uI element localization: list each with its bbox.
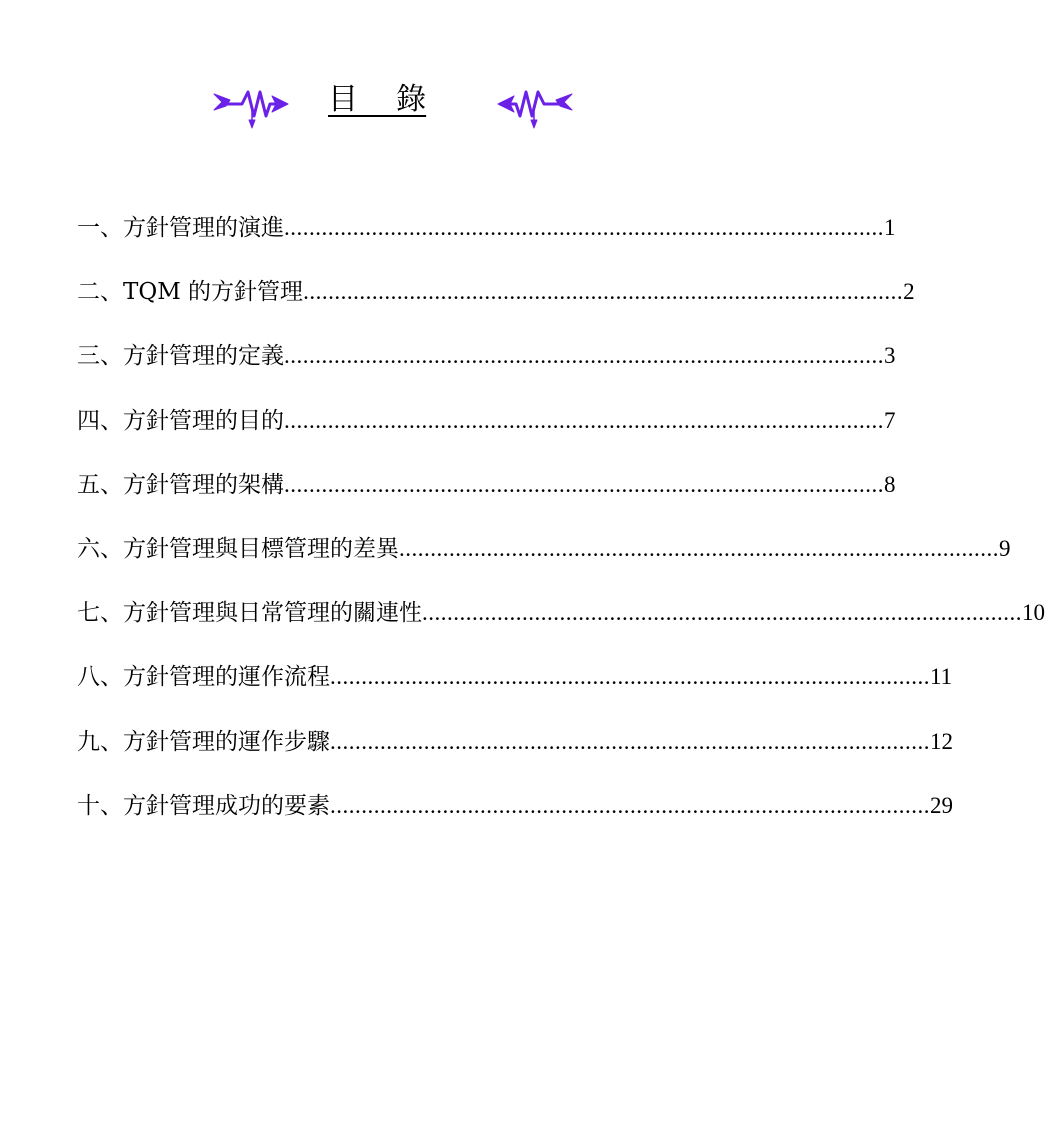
toc-entry[interactable] xyxy=(77,722,953,786)
toc-entry-page: 7 xyxy=(884,407,896,433)
toc-entry[interactable] xyxy=(77,529,1011,593)
toc-entry-title: 二、TQM 的方針管理 xyxy=(77,279,304,306)
toc-entry-title: 六、方針管理與目標管理的差異 xyxy=(77,535,399,562)
toc-entry-page: 1 xyxy=(884,215,896,240)
toc-entry[interactable] xyxy=(77,401,896,465)
toc-entry-title: 四、方針管理的目的 xyxy=(77,407,284,434)
toc-entry-page: 2 xyxy=(903,279,915,305)
dot-leader: ................................................................................................ xyxy=(399,535,999,561)
toc-entry[interactable] xyxy=(77,465,896,529)
toc-entry-title: 五、方針管理的架構 xyxy=(77,471,284,498)
toc-entry-title: 十、方針管理成功的要素 xyxy=(77,792,330,819)
toc-entry-title: 八、方針管理的運作流程 xyxy=(77,664,330,691)
toc-entry[interactable] xyxy=(77,786,953,850)
toc-entry[interactable] xyxy=(77,593,1045,657)
toc-header xyxy=(0,78,793,134)
dot-leader: ................................................................................................ xyxy=(284,215,884,240)
wave-arrow-ornament-right-icon xyxy=(498,84,574,128)
toc-entry[interactable] xyxy=(77,336,896,400)
wave-arrow-ornament-left-icon xyxy=(212,84,288,128)
dot-leader: ................................................................................................ xyxy=(330,728,930,754)
toc-entry[interactable] xyxy=(77,657,953,721)
dot-leader: ................................................................................................ xyxy=(330,664,930,690)
toc-entry[interactable] xyxy=(77,272,915,336)
dot-leader: ................................................................................................ xyxy=(303,279,904,305)
toc-entry-page: 8 xyxy=(884,471,896,497)
toc-entry-title: 三、方針管理的定義 xyxy=(77,343,284,370)
dot-leader: ................................................................................................ xyxy=(284,471,884,497)
toc-entry-page: 10 xyxy=(1022,600,1045,626)
toc-entry-page: 29 xyxy=(930,792,953,818)
toc-entry-title: 七、方針管理與日常管理的關連性 xyxy=(77,600,422,627)
dot-leader: ................................................................................................ xyxy=(284,407,884,433)
toc-entry[interactable] xyxy=(77,208,896,272)
table-of-contents xyxy=(77,208,1045,850)
page-title: 目 錄 xyxy=(328,82,427,117)
dot-leader: ................................................................................................ xyxy=(330,792,930,818)
toc-entry-page: 9 xyxy=(999,535,1011,561)
dot-leader: ................................................................................................ xyxy=(422,600,1022,626)
toc-entry-page: 3 xyxy=(884,343,896,369)
toc-entry-title: 九、方針管理的運作步驟 xyxy=(77,728,330,755)
toc-entry-title: 一、方針管理的演進 xyxy=(77,215,284,241)
toc-entry-page: 11 xyxy=(930,664,953,690)
toc-entry-page: 12 xyxy=(930,728,953,754)
dot-leader: ................................................................................................ xyxy=(284,343,884,369)
